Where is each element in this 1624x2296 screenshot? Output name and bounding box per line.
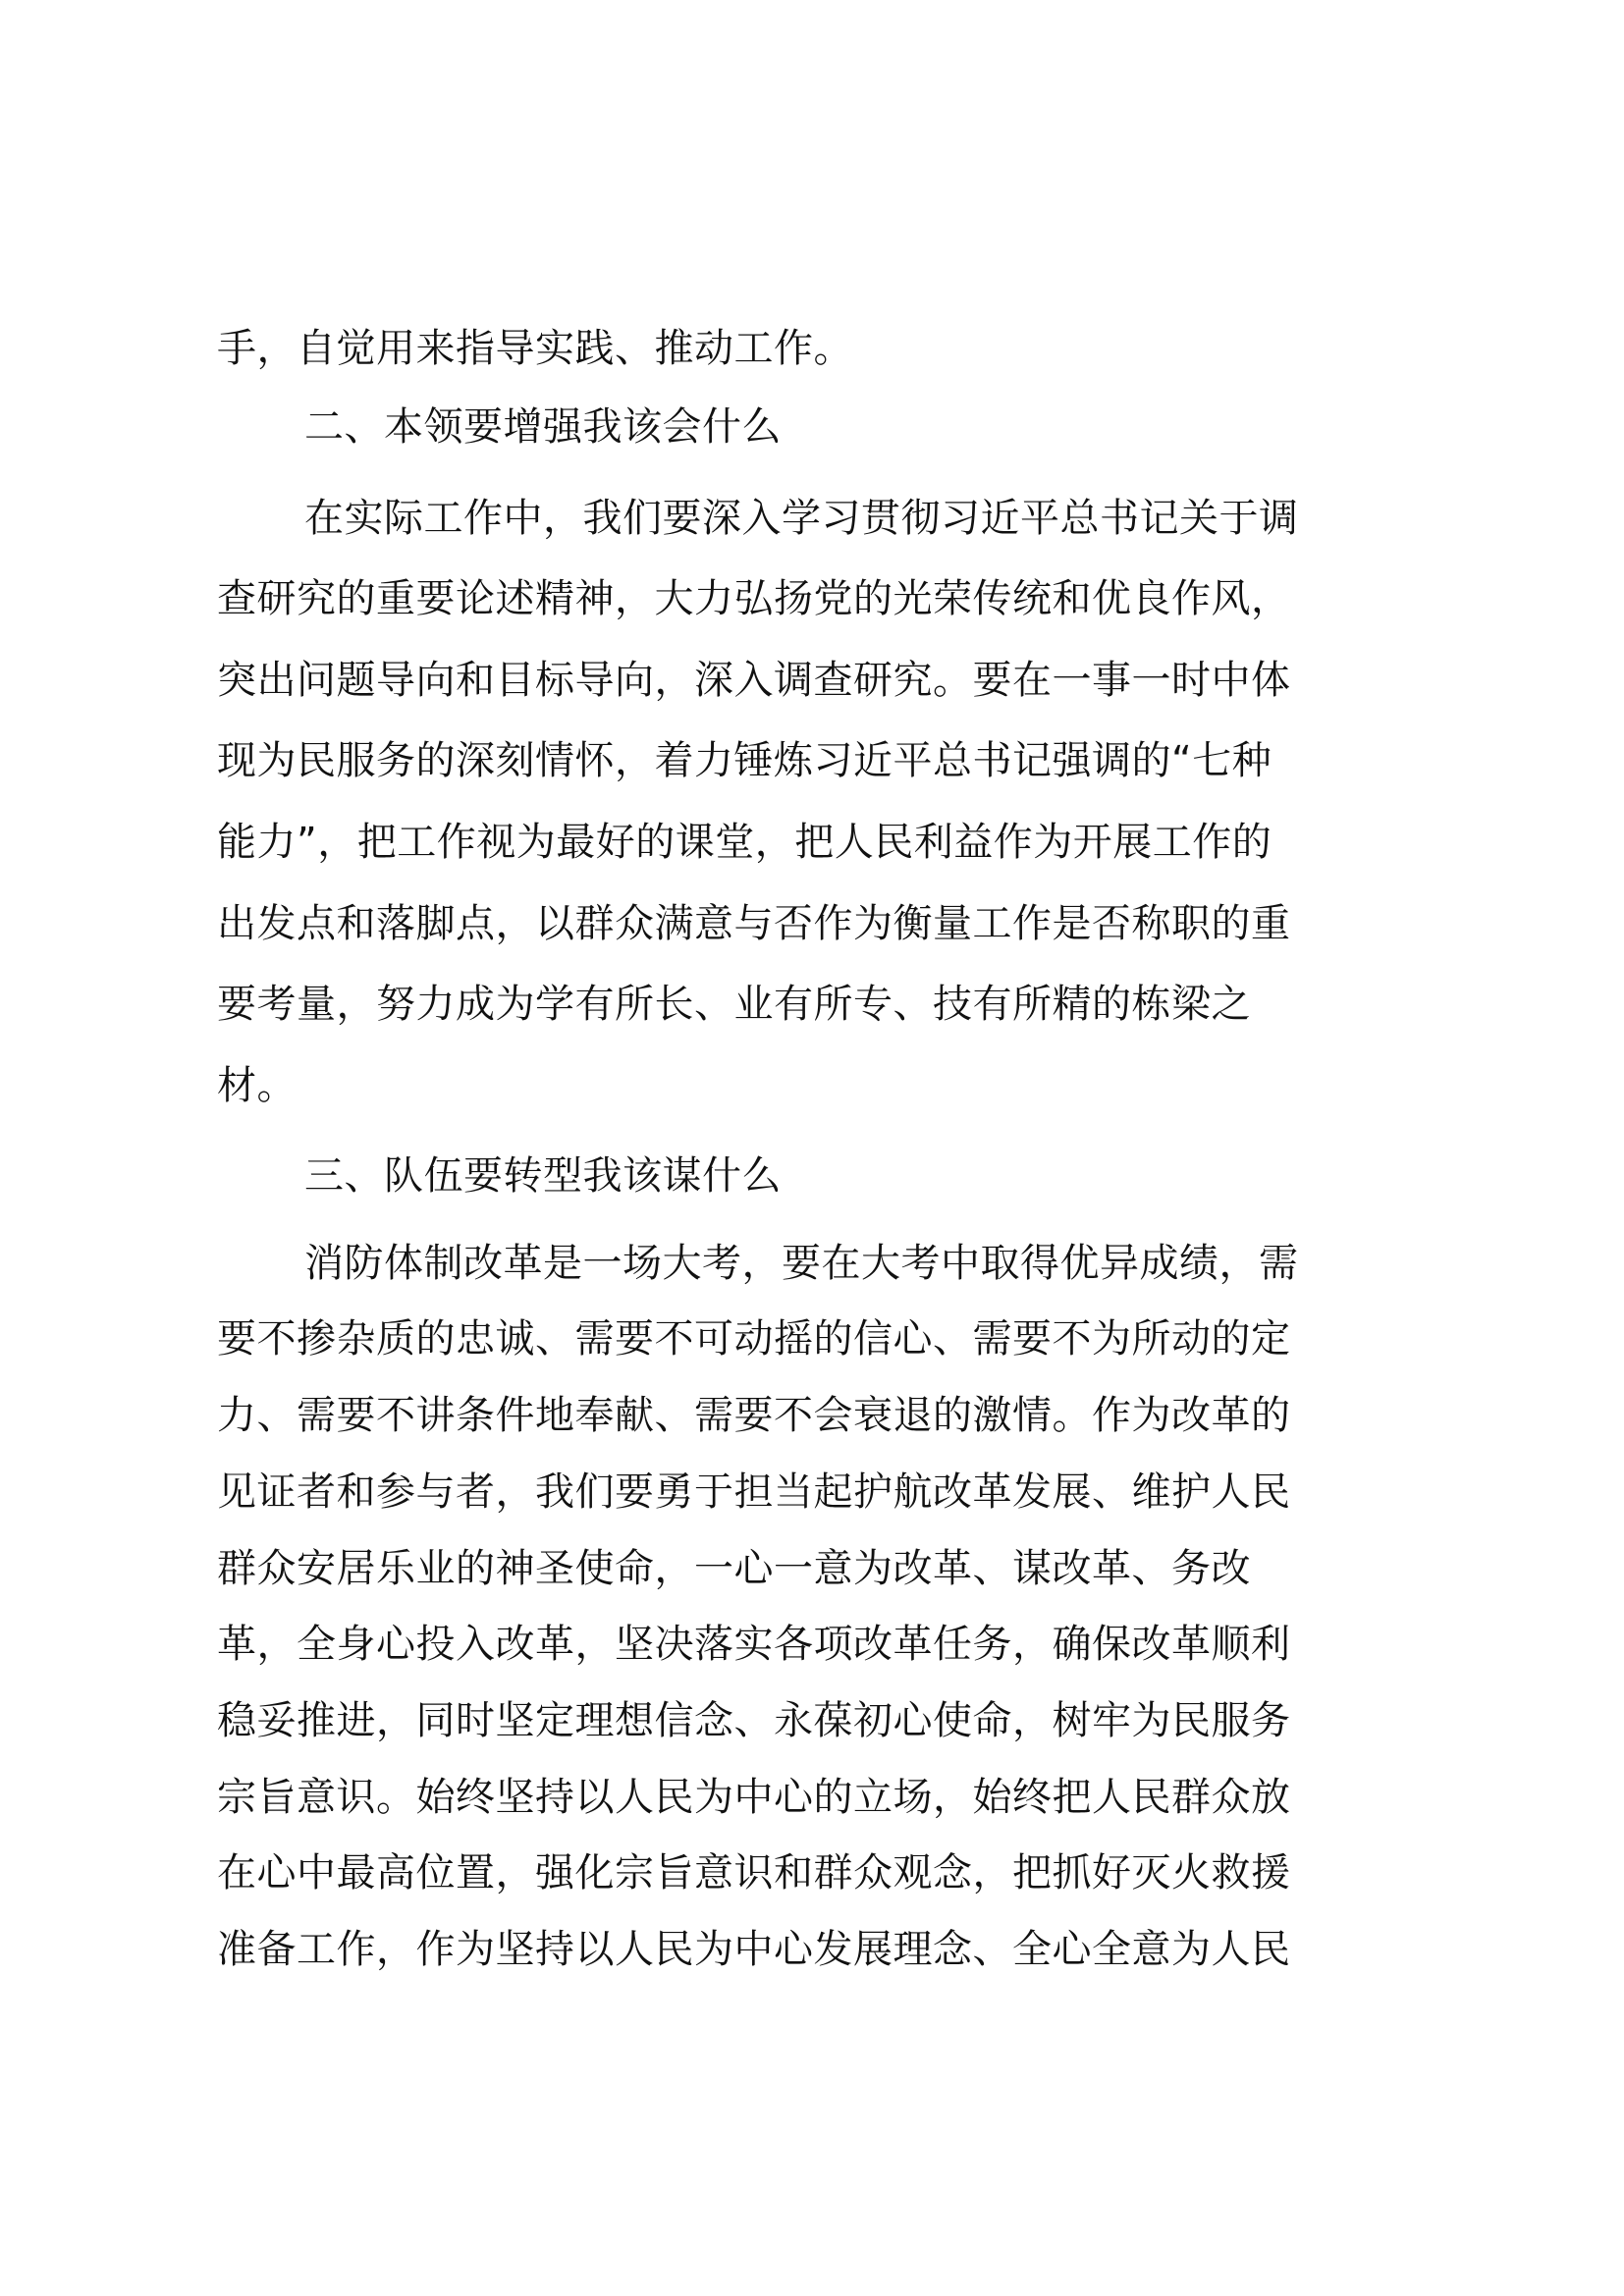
text-line: 能力”，把工作视为最好的课堂，把人民利益作为开展工作的 [217,820,1272,865]
text-line: 稳妥推进，同时坚定理想信念、永葆初心使命，树牢为民服务 [217,1698,1291,1743]
text-line: 手，自觉用来指导实践、推动工作。 [217,326,853,371]
text-line: 突出问题导向和目标导向，深入调查研究。要在一事一时中体 [217,658,1291,703]
text-line: 见证者和参与者，我们要勇于担当起护航改革发展、维护人民 [217,1469,1291,1515]
text-line: 革，全身心投入改革，坚决落实各项改革任务，确保改革顺利 [217,1622,1291,1667]
section-heading: 三、队伍要转型我该谋什么 [304,1153,782,1199]
text-line: 出发点和落脚点，以群众满意与否作为衡量工作是否称职的重 [217,901,1291,946]
text-line: 力、需要不讲条件地奉献、需要不会衰退的激情。作为改革的 [217,1393,1291,1438]
text-line: 准备工作，作为坚持以人民为中心发展理念、全心全意为人民 [217,1927,1291,1972]
section-heading: 二、本领要增强我该会什么 [304,404,782,450]
text-line: 宗旨意识。始终坚持以人民为中心的立场，始终把人民群众放 [217,1775,1291,1820]
text-line: 消防体制改革是一场大考，要在大考中取得优异成绩，需 [304,1241,1299,1286]
text-line: 要考量，努力成为学有所长、业有所专、技有所精的栋梁之 [217,982,1251,1027]
text-line: 在实际工作中，我们要深入学习贯彻习近平总书记关于调 [304,496,1299,541]
text-line: 材。 [217,1063,297,1108]
text-line: 群众安居乐业的神圣使命，一心一意为改革、谋改革、务改 [217,1546,1251,1591]
text-line: 要不掺杂质的忠诚、需要不可动摇的信心、需要不为所动的定 [217,1316,1291,1362]
text-line: 现为民服务的深刻情怀，着力锤炼习近平总书记强调的“七种 [217,738,1272,783]
text-line: 在心中最高位置，强化宗旨意识和群众观念，把抓好灭火救援 [217,1850,1291,1896]
text-line: 查研究的重要论述精神，大力弘扬党的光荣传统和优良作风， [217,576,1291,621]
